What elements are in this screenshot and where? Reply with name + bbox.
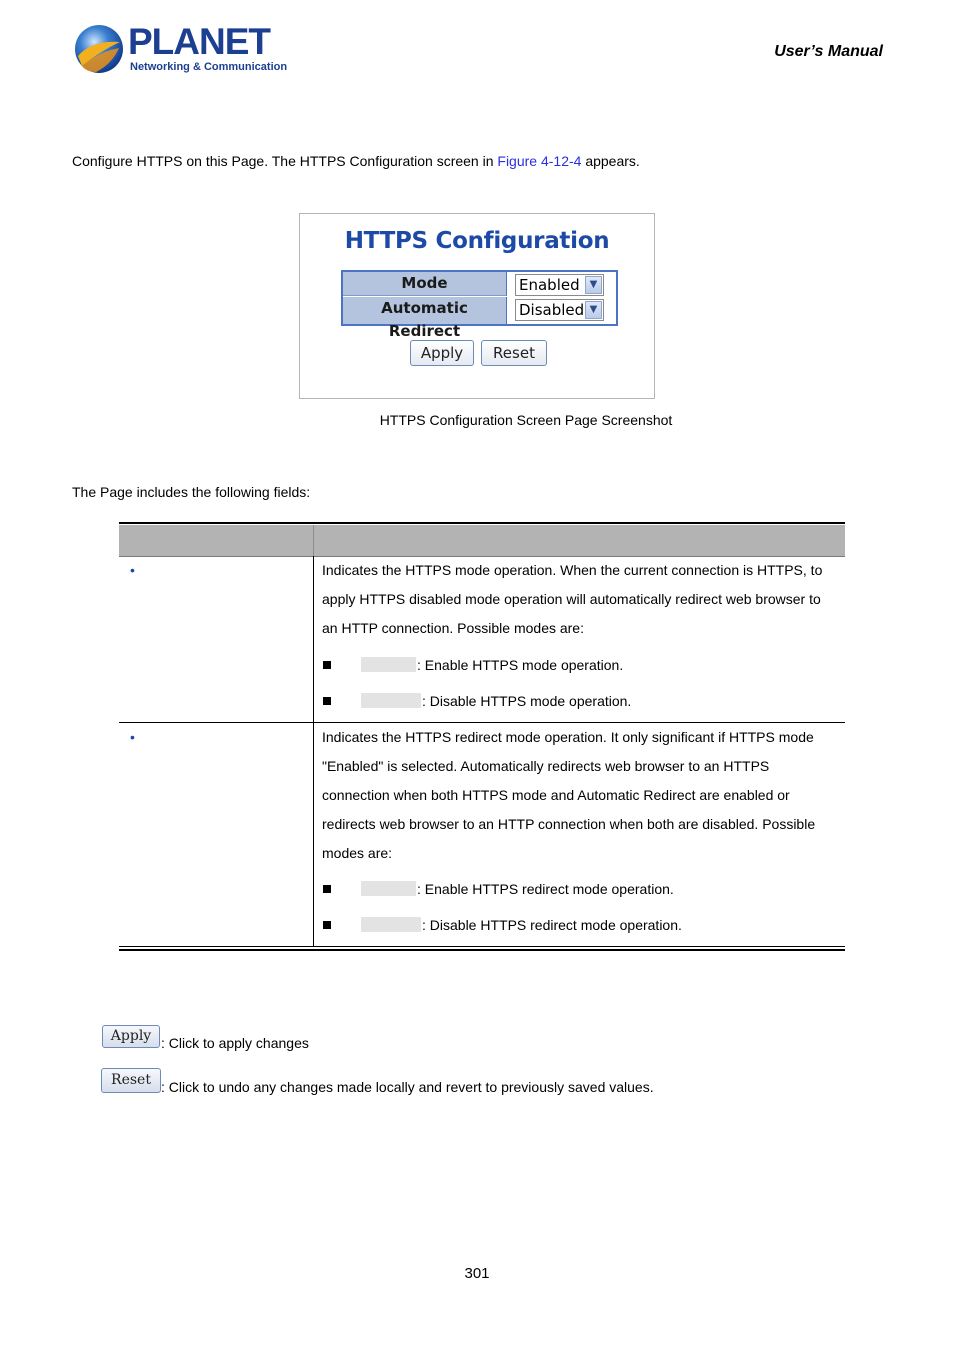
square-bullet-icon [323,697,331,705]
description-line: redirects web browser to an HTTP connection when both are disabled. Possible [322,816,816,832]
apply-button[interactable]: Apply [410,340,474,366]
option-label-chip [361,657,416,672]
automatic-redirect-value: Disabled [519,301,585,319]
option-text: : Disable HTTPS mode operation. [422,693,632,709]
page-number: 301 [464,1265,490,1282]
option-text: : Disable HTTPS redirect mode operation. [422,917,682,933]
description-line: connection when both HTTPS mode and Automatic Redirect are enabled or [322,787,790,803]
option-label-chip [361,881,416,896]
mode-select[interactable] [515,274,604,296]
brand-tagline: Networking & Communication [130,61,288,73]
bullet-mode: • [130,562,135,578]
automatic-redirect-label: Automatic Redirect [343,297,507,324]
globe-icon [72,22,126,76]
reset-button[interactable]: Reset [481,340,547,366]
brand-name: PLANET [128,21,270,62]
intro-text [72,153,640,169]
apply-description: : Click to apply changes [161,1035,309,1051]
planet-logo [72,20,288,80]
chevron-down-icon: ▼ [585,276,602,294]
mode-option-enabled [322,655,722,675]
square-bullet-icon [323,921,331,929]
intro-after: appears. [581,153,640,169]
https-config-screenshot [299,213,655,399]
intro-before: Configure HTTPS on this Page. The HTTPS Configuration screen in [72,153,498,169]
option-text: : Enable HTTPS mode operation. [417,657,624,673]
header-divider [313,525,314,556]
option-label-chip [361,693,421,708]
redirect-description [322,723,842,868]
description-line: modes are: [322,845,393,861]
description-line: Indicates the HTTPS mode operation. When the current connection is HTTPS, to [322,562,823,578]
redirect-option-disabled [322,915,742,935]
square-bullet-icon [323,885,331,893]
mode-option-disabled [322,691,722,711]
mode-row [343,272,616,296]
https-config-table [341,270,618,340]
mode-value: Enabled [519,276,580,294]
automatic-redirect-select[interactable] [515,299,604,321]
https-config-title: HTTPS Configuration [344,228,610,254]
bullet-redirect: • [130,729,135,745]
figure-link[interactable]: Figure 4-12-4 [497,153,582,169]
reset-button-sample[interactable]: Reset [101,1068,161,1093]
apply-button-sample[interactable]: Apply [102,1025,160,1048]
fields-intro: The Page includes the following fields: [72,484,311,500]
description-line: apply HTTPS disabled mode operation will automatically redirect web browser to [322,591,821,607]
table-header [119,525,845,557]
mode-label: Mode [343,272,507,296]
table-bottom-rule-double [119,949,845,951]
manual-title: User’s Manual [774,43,883,60]
table-bottom-rule [119,946,845,947]
square-bullet-icon [323,661,331,669]
description-line: Indicates the HTTPS redirect mode operation. It only significant if HTTPS mode [322,729,814,745]
column-divider [313,556,314,946]
option-label-chip [361,917,421,932]
automatic-redirect-row [343,297,616,340]
mode-description [322,556,842,643]
chevron-down-icon: ▼ [585,301,602,319]
reset-description: : Click to undo any changes made locally and revert to previously saved values. [161,1079,654,1095]
option-text: : Enable HTTPS redirect mode operation. [417,881,674,897]
table-top-rule [119,522,845,524]
figure-caption: HTTPS Configuration Screen Page Screenshot [379,412,673,428]
description-line: an HTTP connection. Possible modes are: [322,620,584,636]
redirect-option-enabled [322,879,742,899]
description-line: "Enabled" is selected. Automatically redirects web browser to an HTTPS [322,758,770,774]
